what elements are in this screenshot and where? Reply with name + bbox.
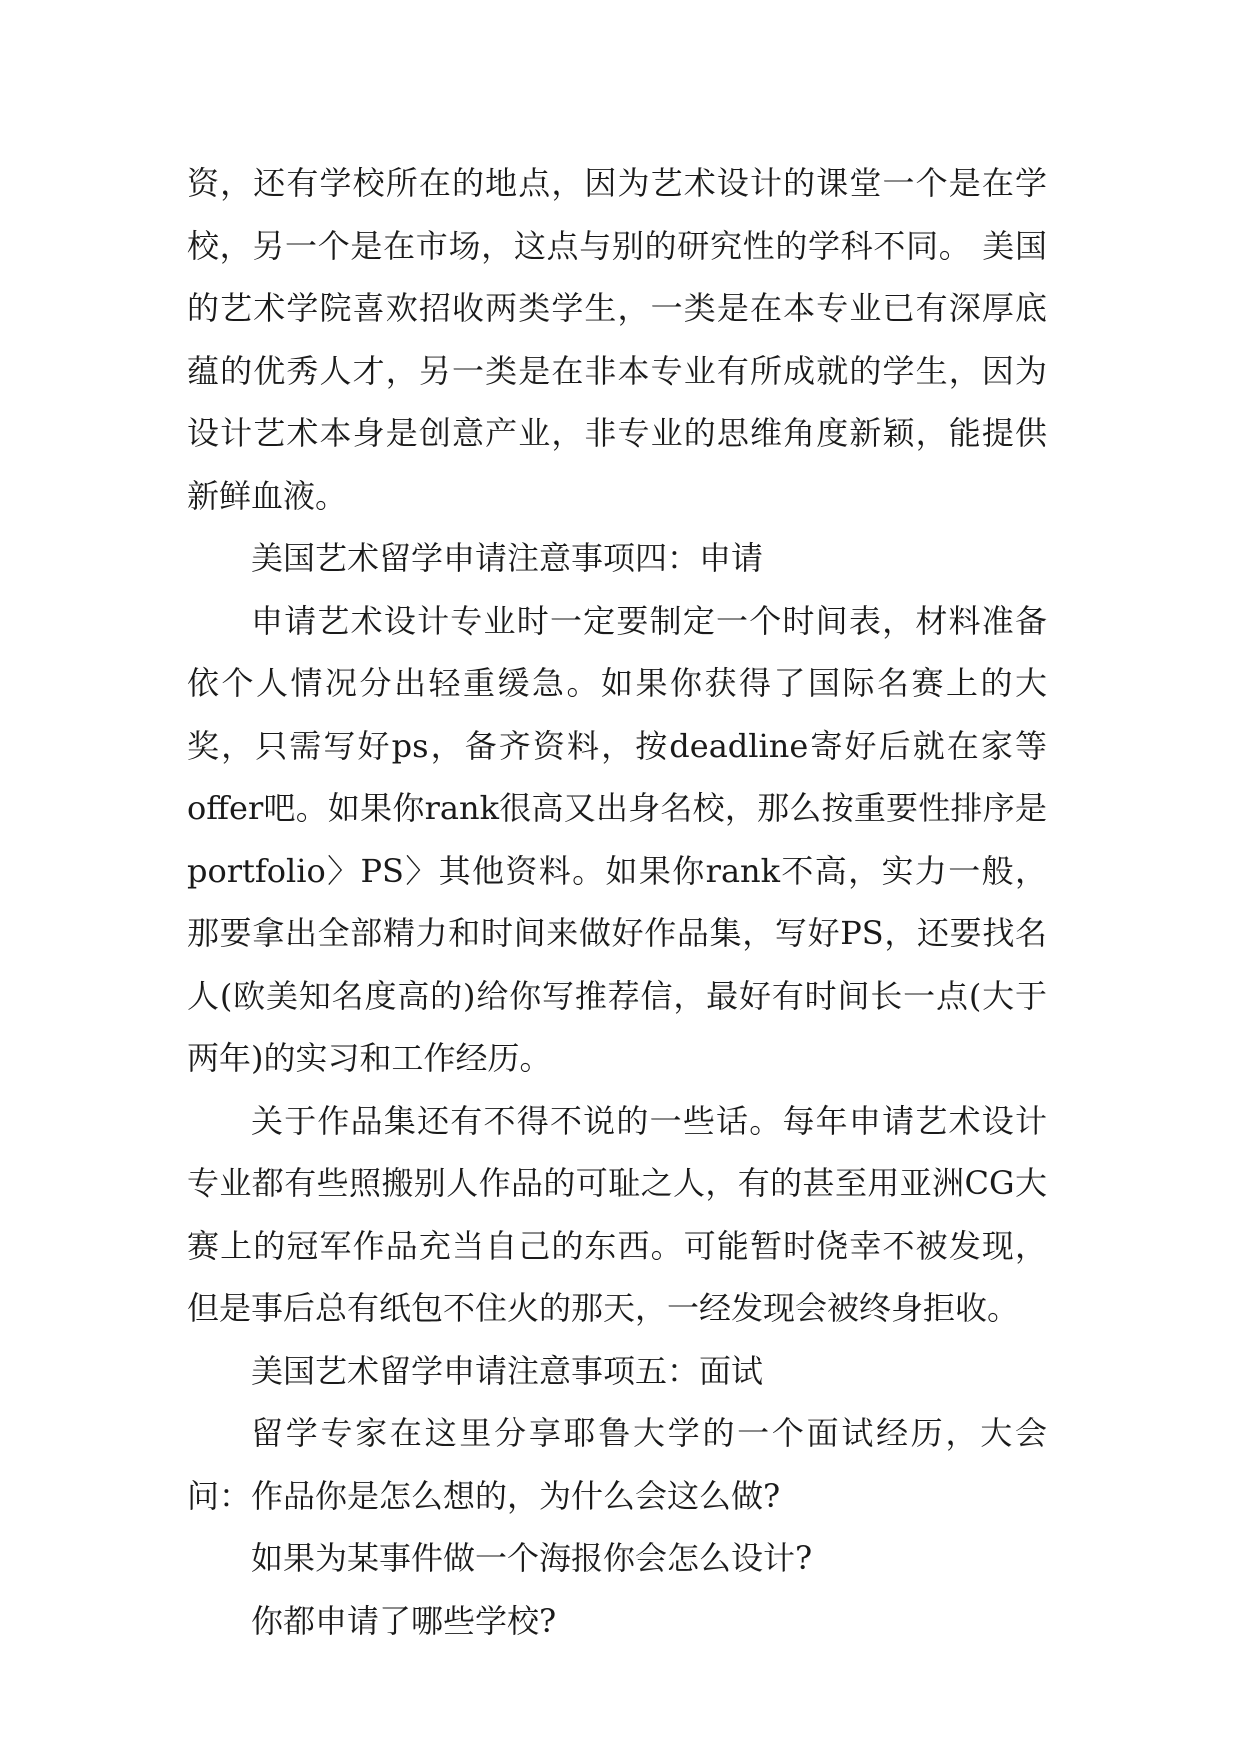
section-heading-application: 美国艺术留学申请注意事项四：申请 [251,539,764,577]
paragraph-continuation: 资，还有学校所在的地点，因为艺术设计的课堂一个是在学校，另一个是在市场，这点与别的研究性的学科不同。 美国的艺术学院喜欢招收两类学生，一类是在本专业已有深厚底蕴的优秀人才，另一类是在非本专业有所成就的学生，因为设计艺术本身是创意产业，非专业的思维角度新颖，能提供新鲜血液。 [187,164,1047,515]
interview-question-schools: 你都申请了哪些学校? [251,1601,557,1640]
paragraph-interview-intro: 留学专家在这里分享耶鲁大学的一个面试经历，大会问：作品你是怎么想的，为什么会这么做? [187,1414,1047,1515]
body-text [187,152,1047,1652]
interview-question-poster: 如果为某事件做一个海报你会怎么设计? [251,1539,813,1577]
paragraph-application-timeline: 申请艺术设计专业时一定要制定一个时间表，材料准备依个人情况分出轻重缓急。如果你获得了国际名赛上的大奖，只需写好ps，备齐资料，按deadline寄好后就在家等offer吧。如果你rank很高又出身名校，那么按重要性排序是portfolio〉PS〉其他资料。如果你rank不高，实力一般，那要拿出全部精力和时间来做好作品集，写好PS，还要找名人(欧美知名度高的)给你写推荐信，最好有时间长一点(大于两年)的实习和工作经历。 [187,601,1047,1077]
paragraph-portfolio-warning: 关于作品集还有不得不说的一些话。每年申请艺术设计专业都有些照搬别人作品的可耻之人，有的甚至用亚洲CG大赛上的冠军作品充当自己的东西。可能暂时侥幸不被发现，但是事后总有纸包不住火的那天，一经发现会被终身拒收。 [187,1101,1047,1327]
section-heading-interview: 美国艺术留学申请注意事项五：面试 [251,1351,764,1390]
